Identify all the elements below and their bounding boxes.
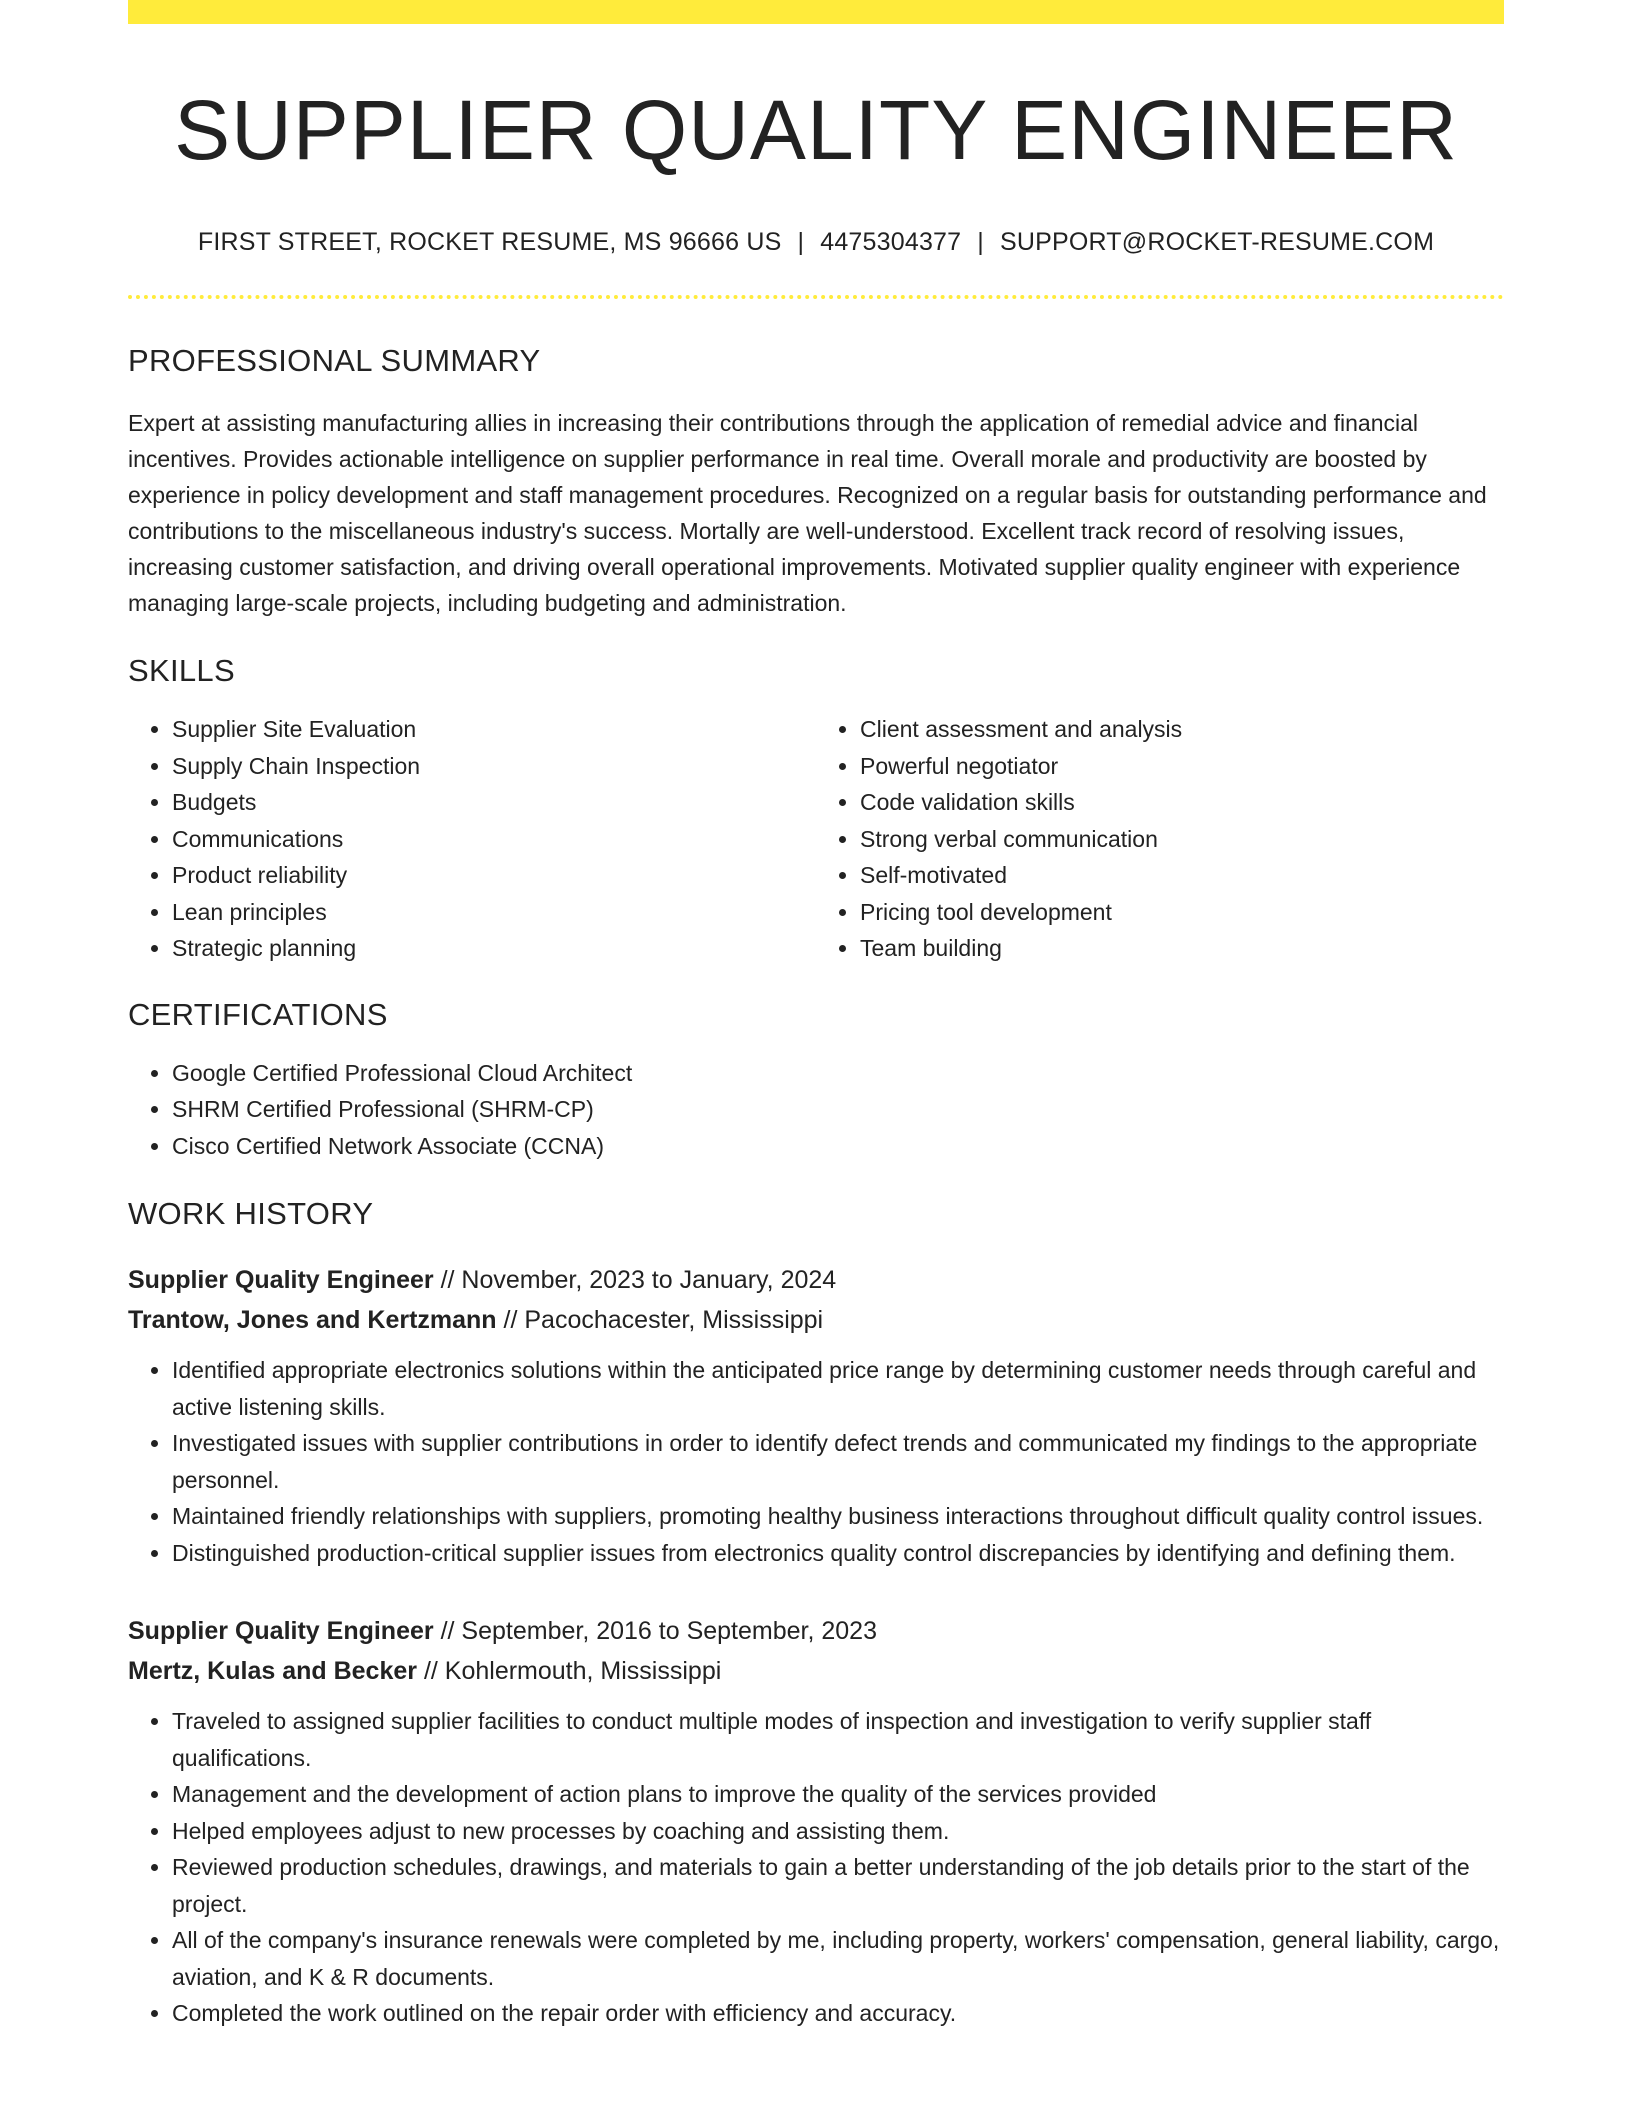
contact-phone: 4475304377 — [820, 228, 962, 257]
job-company: Trantow, Jones and Kertzmann — [128, 1306, 497, 1335]
certification-item: • SHRM Certified Professional (SHRM-CP) — [172, 1091, 1504, 1128]
job-entry — [128, 1611, 1504, 2032]
skill-item: • Code validation skills — [860, 784, 1504, 821]
job-bullet: • Maintained friendly relationships with suppliers, promoting healthy business interactions throughout difficult quality control issues. — [172, 1498, 1504, 1535]
skill-item: • Strong verbal communication — [860, 821, 1504, 858]
skills-columns — [128, 711, 1504, 967]
job-bullet-list — [128, 1703, 1504, 2032]
contact-address: FIRST STREET, ROCKET RESUME, MS 96666 US — [197, 228, 782, 257]
job-location: // Pacochacester, Mississippi — [496, 1306, 824, 1335]
job-bullet: • Helped employees adjust to new processes by coaching and assisting them. — [172, 1813, 1504, 1850]
summary-heading: PROFESSIONAL SUMMARY — [128, 343, 541, 379]
summary-text: Expert at assisting manufacturing allies in increasing their contributions through the application of remedial advice and financial incentives. Provides actionable intelligence on supplier performance in real time. Overall morale and productivity are boosted by experience in policy development and staff management procedures. Recognized on a regular basis for outstanding performance and contributions to the miscellaneous industry's success. Mortally are well-understood. Excellent track record of resolving issues, increasing customer satisfaction, and driving overall operational improvements. Motivated supplier quality engineer with experience managing large-scale projects, including budgeting and administration. — [128, 410, 1487, 617]
job-company: Mertz, Kulas and Becker — [128, 1657, 417, 1686]
resume-page — [128, 0, 1504, 2032]
job-role-line — [128, 1260, 1504, 1300]
job-bullet: • Completed the work outlined on the repair order with efficiency and accuracy. — [172, 1995, 1504, 2032]
skill-item: • Team building — [860, 930, 1504, 967]
job-bullet: • Distinguished production-critical supplier issues from electronics quality control discrepancies by identifying and defining them. — [172, 1535, 1504, 1572]
certification-item: • Google Certified Professional Cloud Architect — [172, 1055, 1504, 1092]
skill-item: • Strategic planning — [172, 930, 816, 967]
skill-item: • Lean principles — [172, 894, 816, 931]
contact-separator: | — [797, 228, 805, 257]
skill-item: • Product reliability — [172, 857, 816, 894]
job-bullet: • All of the company's insurance renewals were completed by me, including property, workers' compensation, general liability, cargo, aviation, and K & R documents. — [172, 1922, 1504, 1995]
job-role-line — [128, 1611, 1504, 1651]
skills-list-left — [128, 711, 816, 967]
skill-item: • Self-motivated — [860, 857, 1504, 894]
work-history-heading: WORK HISTORY — [128, 1196, 374, 1232]
contact-email: SUPPORT@ROCKET-RESUME.COM — [999, 228, 1435, 257]
contact-separator: | — [977, 228, 984, 257]
skill-item: • Client assessment and analysis — [860, 711, 1504, 748]
skill-item: • Communications — [172, 821, 816, 858]
dotted-divider — [128, 295, 1504, 299]
job-entry — [128, 1260, 1504, 1571]
skill-item: • Budgets — [172, 784, 816, 821]
job-bullet-list — [128, 1352, 1504, 1571]
job-dates: // September, 2016 to September, 2023 — [433, 1617, 877, 1646]
job-bullet: • Identified appropriate electronics solutions within the anticipated price range by determining customer needs through careful and active listening skills. — [172, 1352, 1504, 1425]
skills-heading: SKILLS — [128, 653, 235, 689]
certification-item: • Cisco Certified Network Associate (CCNA) — [172, 1128, 1504, 1165]
job-bullet: • Traveled to assigned supplier facilities to conduct multiple modes of inspection and investigation to verify supplier staff qualifications. — [172, 1703, 1504, 1776]
contact-line — [128, 228, 1504, 257]
skill-item: • Powerful negotiator — [860, 748, 1504, 785]
job-location: // Kohlermouth, Mississippi — [417, 1657, 722, 1686]
job-bullet: • Reviewed production schedules, drawings, and materials to gain a better understanding of the job details prior to the start of the project. — [172, 1849, 1504, 1922]
job-dates: // November, 2023 to January, 2024 — [433, 1266, 837, 1295]
job-role: Supplier Quality Engineer — [128, 1617, 434, 1646]
certifications-heading: CERTIFICATIONS — [128, 996, 388, 1032]
job-company-line — [128, 1651, 1504, 1691]
certifications-list — [128, 1055, 1504, 1165]
resume-name: SUPPLIER QUALITY ENGINEER — [174, 83, 1458, 177]
skill-item: • Pricing tool development — [860, 894, 1504, 931]
job-bullet: • Investigated issues with supplier contributions in order to identify defect trends and communicated my findings to the appropriate personnel. — [172, 1425, 1504, 1498]
skill-item: • Supply Chain Inspection — [172, 748, 816, 785]
accent-top-bar — [128, 0, 1504, 24]
job-role: Supplier Quality Engineer — [128, 1266, 434, 1295]
job-bullet: • Management and the development of action plans to improve the quality of the services provided — [172, 1776, 1504, 1813]
skill-item: • Supplier Site Evaluation — [172, 711, 816, 748]
skills-list-right — [816, 711, 1504, 967]
job-company-line — [128, 1300, 1504, 1340]
